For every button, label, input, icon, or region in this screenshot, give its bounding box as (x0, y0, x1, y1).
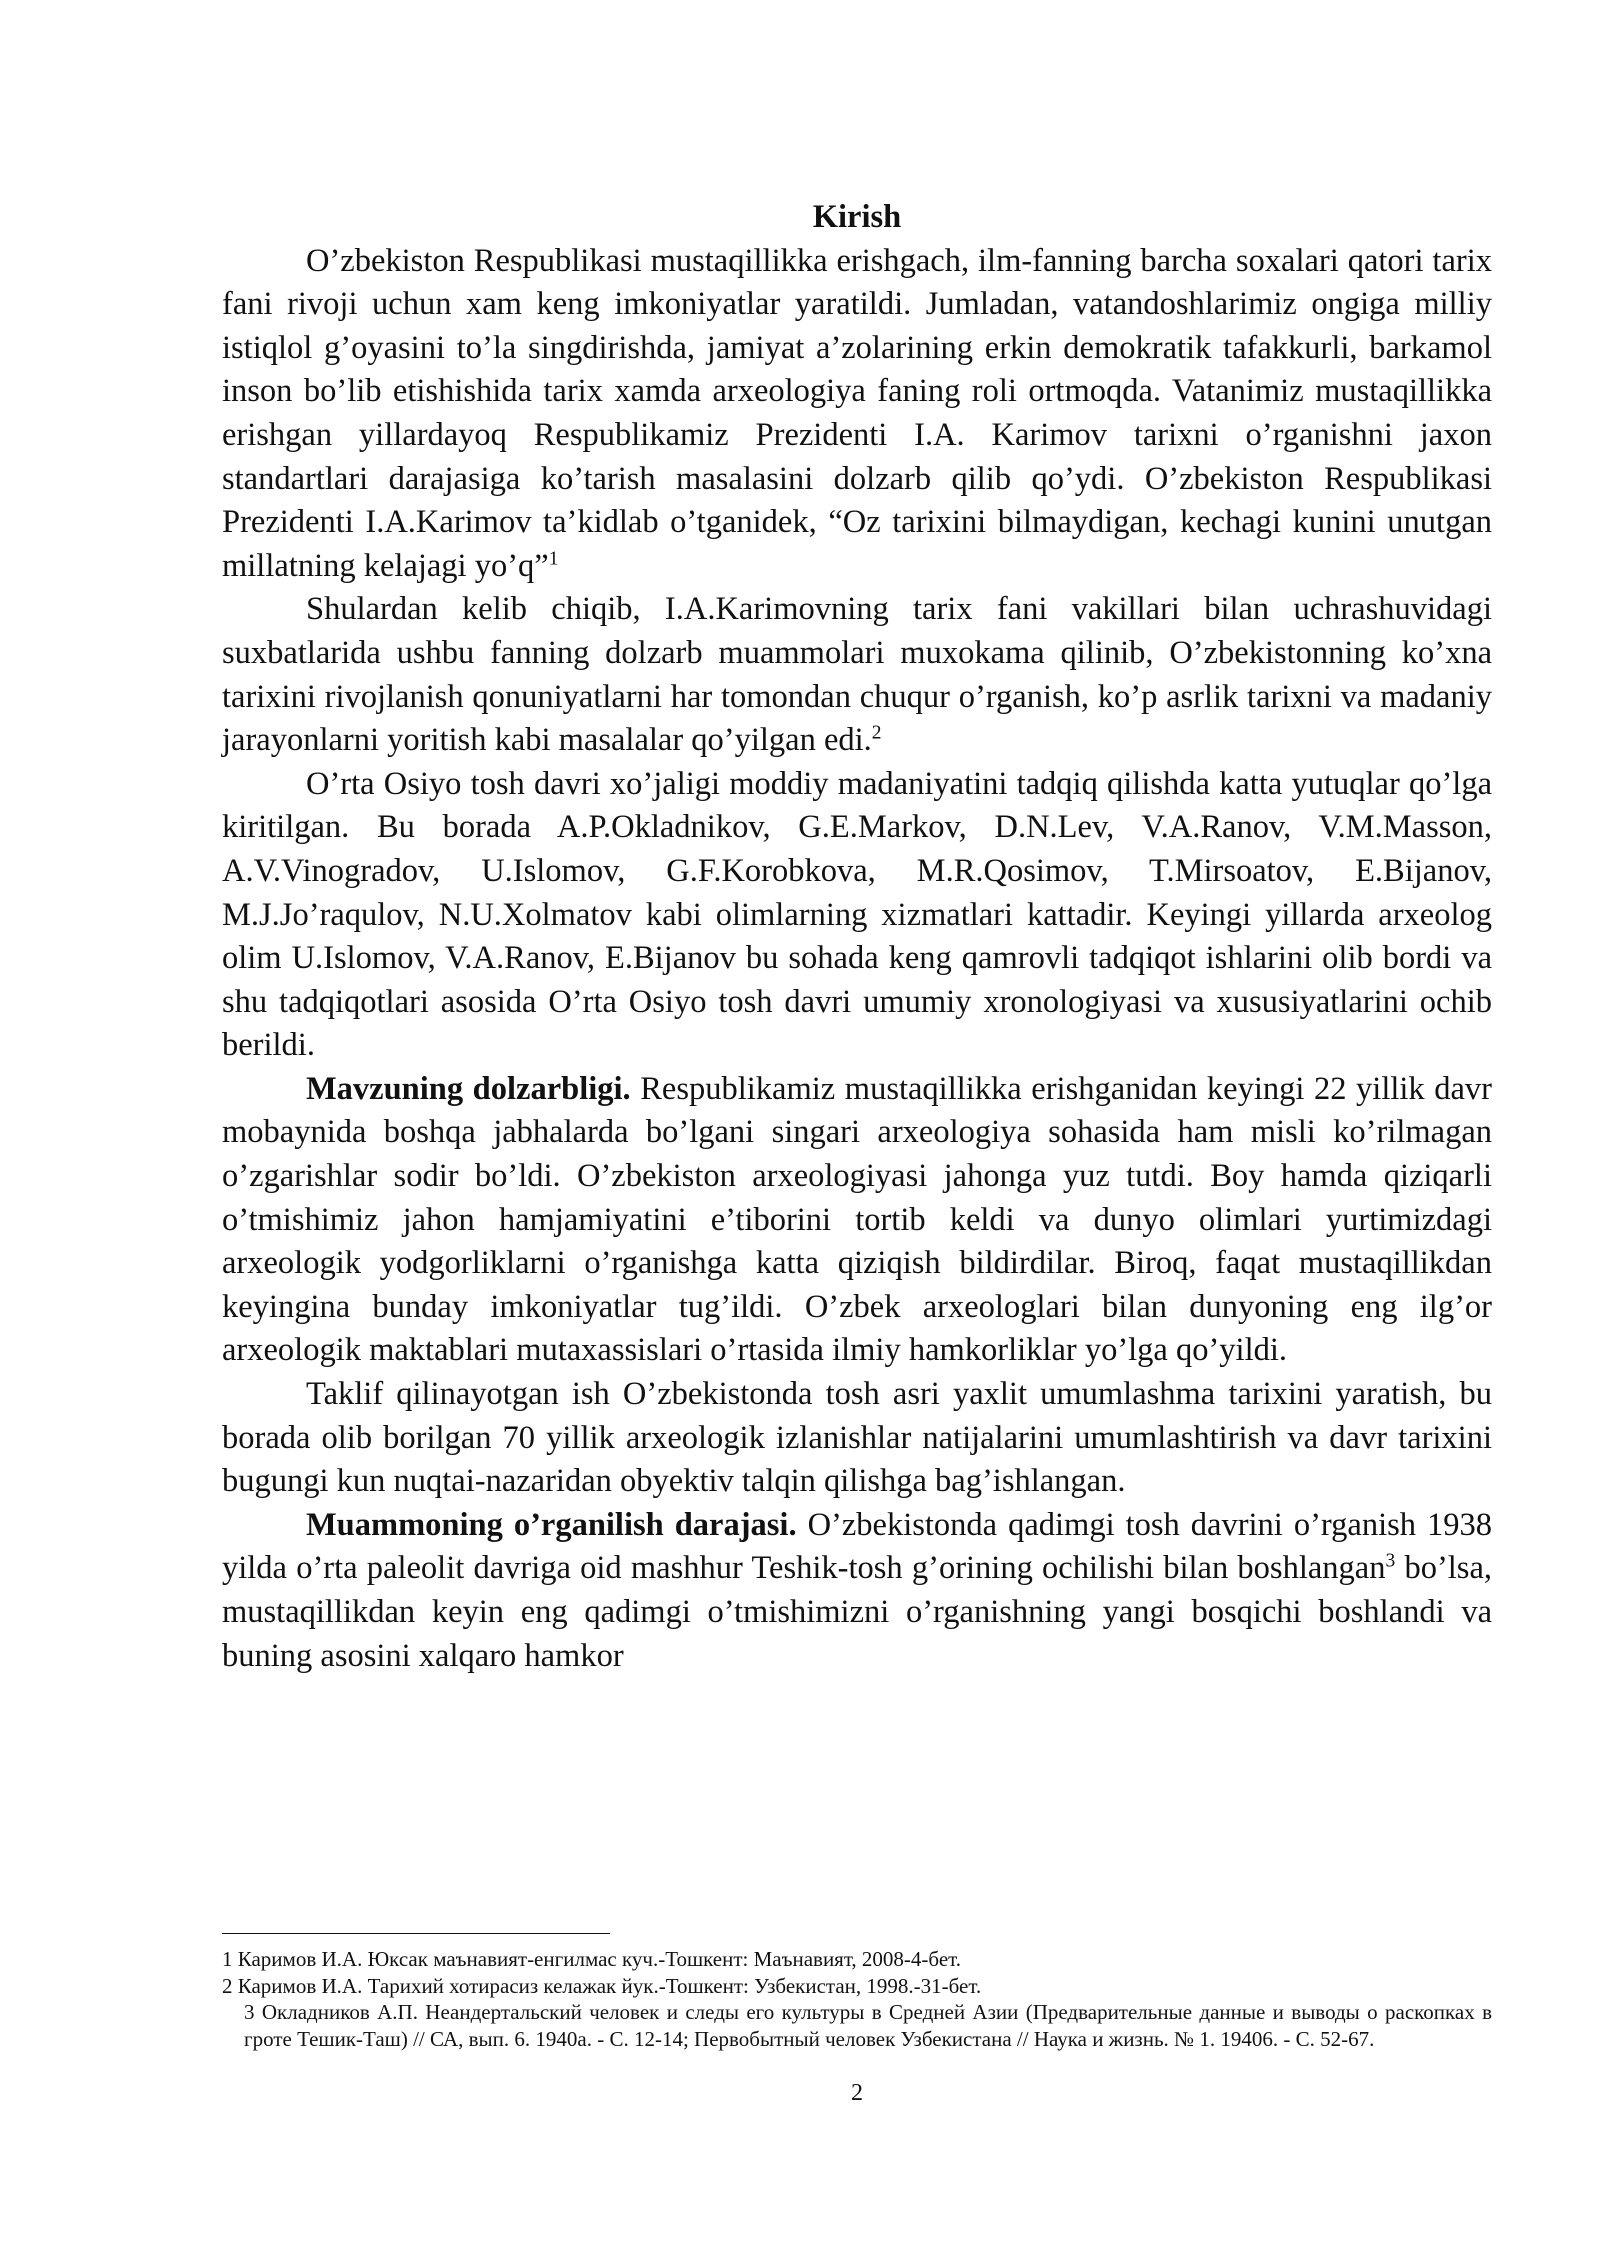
footnote-ref[interactable]: 1 (548, 548, 559, 570)
paragraph-text: O’zbekiston Respublikasi mustaqillikka erishgach, ilm-fanning barcha soxalari qatori tarix fani rivoji uchun xam keng imkoniyatlar yaratildi. Jumladan, vatandoshlarimiz ongiga milliy istiqlol g’oyasini to’la singdirishda, jamiyat a’zolarining erkin demokratik tafakkurli, barkamol inson bo’lib etishishida tarix xamda arxeologiya faning roli ortmoqda. Vatanimiz mustaqillikka erishgan yillardayoq Respublikamiz Prezidenti I.A. Karimov tarixni o’rganishni jaxon standartlari darajasiga ko’tarish masalasini dolzarb qilib qo’ydi. O’zbekiston Respublikasi Prezidenti I.A.Karimov ta’kidlab o’tganidek, “Oz tarixini bilmaydigan, kechagi kunini unutgan millatning kelajagi yo’q” (222, 242, 1492, 584)
paragraph-researchers (222, 763, 1492, 1068)
paragraph-relevance (222, 1068, 1492, 1373)
paragraph-text-continued: bo’lsa, mustaqillikdan keyin eng qadimgi o’tmishimizni o’rganishning yangi bosqichi boshlandi va buning asosini xalqaro hamkor (222, 1550, 1493, 1674)
paragraph-meeting (222, 588, 1492, 762)
paragraph-intro (222, 240, 1492, 589)
footnote-ref[interactable]: 3 (1385, 1550, 1396, 1572)
footnotes (222, 1946, 1492, 2052)
paragraph-study-level (222, 1504, 1492, 1678)
paragraph-text: O’zbekistonda qadimgi tosh davrini o’rganish 1938 yilda o’rta paleolit davriga oid mashhur Teshik-tosh g’orining ochilishi bilan boshlangan (222, 1506, 1492, 1587)
section-title: Kirish (812, 199, 902, 235)
paragraph-heading: Mavzuning dolzarbligi. (306, 1070, 631, 1107)
footnote-1: 1 Каримов И.А. Юксак маънавият-енгилмас куч.-Тошкент: Маънавият, 2008-4-бет. (222, 1947, 961, 1971)
footnote-ref[interactable]: 2 (871, 722, 882, 744)
paragraph-text: Shulardan kelib chiqib, I.A.Karimovning tarix fani vakillari bilan uchrashuvidagi suxbatlarida ushbu fanning dolzarb muammolari muxokama qilinib, O’zbekistonning ko’xna tarixini rivojlanish qonuniyatlarni har tomondan chuqur o’rganish, ko’p asrlik tarixni va madaniy jarayonlarni yoritish kabi masalalar qo’yilgan edi. (222, 591, 1492, 759)
paragraph-text: O’rta Osiyo tosh davri xo’jaligi moddiy madaniyatini tadqiq qilishda katta yutuqlar qo’lga kiritilgan. Bu borada A.P.Okladnikov, G.E.Markov, D.N.Lev, V.A.Ranov, V.M.Masson, A.V.Vinogradov, U.Islomov, G.F.Korobkova, M.R.Qosimov, T.Mirsoatov, E.Bijanov, M.J.Jo’raqulov, N.U.Xolmatov kabi olimlarning xizmatlari kattadir. Keyingi yillarda arxeolog olim U.Islomov, V.A.Ranov, E.Bijanov bu sohada keng qamrovli tadqiqot ishlarini olib bordi va shu tadqiqotlari asosida O’rta Osiyo tosh davri umumiy xronologiyasi va xususiyatlarini ochib berildi. (222, 765, 1492, 1064)
footnote-3: 3 Окладников А.П. Неандертальский человек и следы его культуры в Средней Азии (Предварительные данные и выводы о раскопках в гроте Тешик-Таш) // СА, вып. 6. 1940а. - С. 12-14; Первобытный человек Узбекистана // Наука и жизнь. № 1. 19406. - С. 52-67. (244, 2000, 1492, 2051)
footnote-separator (222, 1933, 610, 1934)
page-number: 2 (851, 2080, 863, 2106)
paragraph-heading: Muammoning o’rganilish darajasi. (306, 1506, 797, 1543)
paragraph-proposal (222, 1373, 1492, 1504)
paragraph-text: Taklif qilinayotgan ish O’zbekistonda tosh asri yaxlit umumlashma tarixini yaratish, bu borada olib borilgan 70 yillik arxeologik izlanishlar natijalarini umumlashtirish va davr tarixini bugungi kun nuqtai-nazaridan obyektiv talqin qilishga bag’ishlangan. (222, 1376, 1492, 1500)
footnote-2: 2 Каримов И.А. Тарихий хотирасиз келажак йук.-Тошкент: Узбекистан, 1998.-31-бет. (222, 1973, 982, 1998)
page-content (222, 196, 1492, 1678)
paragraph-text: Respublikamiz mustaqillikka erishganidan keyingi 22 yillik davr mobaynida boshqa jabhalarda bo’lgani singari arxeologiya sohasida ham misli ko’rilmagan o’zgarishlar sodir bo’ldi. O’zbekiston arxeologiyasi jahonga yuz tutdi. Boy hamda qiziqarli o’tmishimiz jahon hamjamiyatini e’tiborini tortib keldi va dunyo olimlari yurtimizdagi arxeologik yodgorliklarni o’rganishga katta qiziqish bildirdilar. Biroq, faqat mustaqillikdan keyingina bunday imkoniyatlar tug’ildi. O’zbek arxeologlari bilan dunyoning eng ilg’or arxeologik maktablari mutaxassislari o’rtasida ilmiy hamkorliklar yo’lga qo’yildi. (222, 1070, 1492, 1369)
